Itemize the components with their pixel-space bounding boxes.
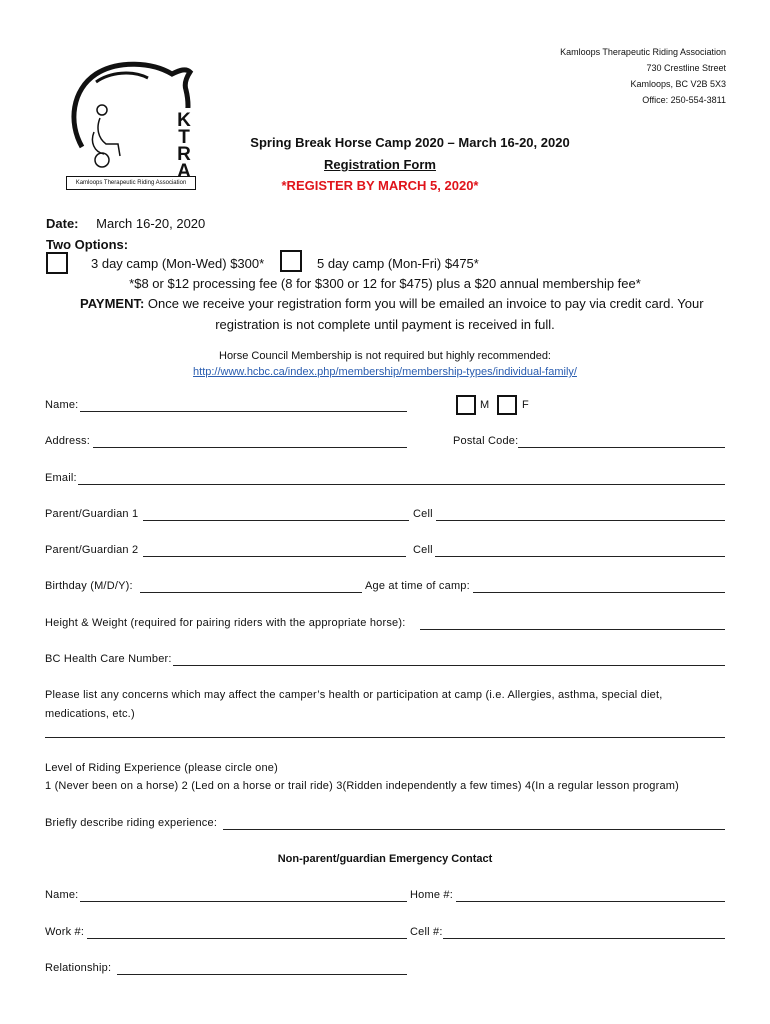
guardian1-input-line[interactable] [143, 520, 409, 521]
emergency-work-input-line[interactable] [87, 938, 407, 939]
riding-describe-input-line[interactable] [223, 829, 725, 830]
emergency-cell-input-line[interactable] [443, 938, 725, 939]
option2-label: 5 day camp (Mon-Fri) $475* [317, 256, 479, 271]
register-deadline: *REGISTER BY MARCH 5, 2020* [281, 178, 479, 193]
age-input-line[interactable] [473, 592, 725, 593]
guardian2-cell-input-line[interactable] [435, 556, 725, 557]
height-weight-input-line[interactable] [420, 629, 725, 630]
form-title: Spring Break Horse Camp 2020 – March 16-20, 2020 [250, 135, 570, 150]
payment-note [80, 296, 704, 311]
height-weight-label: Height & Weight (required for pairing riders with the appropriate horse): [45, 617, 406, 629]
address-line: 730 Crestline Street [646, 63, 726, 73]
female-label: F [522, 399, 529, 411]
date-value: March 16-20, 2020 [96, 216, 206, 231]
guardian2-label: Parent/Guardian 2 [45, 544, 139, 556]
emergency-heading: Non-parent/guardian Emergency Contact [277, 853, 493, 865]
address-input-line[interactable] [93, 447, 407, 448]
name-input-line[interactable] [80, 411, 407, 412]
option1-label: 3 day camp (Mon-Wed) $300* [91, 256, 265, 271]
female-checkbox[interactable] [497, 395, 517, 415]
relationship-label: Relationship: [45, 962, 112, 974]
payment-note-2: registration is not complete until payment is received in full. [215, 317, 555, 332]
male-label: M [480, 399, 490, 411]
name-label: Name: [45, 399, 79, 411]
address-line: Kamloops Therapeutic Riding Association [560, 47, 726, 57]
fee-note: *$8 or $12 processing fee (8 for $300 or 12 for $475) plus a $20 annual membership fee* [129, 276, 641, 291]
option1-checkbox[interactable] [46, 252, 68, 274]
emergency-name-label: Name: [45, 889, 79, 901]
ktra-logo [60, 52, 200, 192]
concerns-input-line[interactable] [45, 737, 725, 738]
email-label: Email: [45, 472, 77, 484]
options-label: Two Options: [46, 237, 129, 252]
emergency-cell-label: Cell #: [410, 926, 443, 938]
form-subtitle: Registration Form [324, 157, 436, 172]
male-checkbox[interactable] [456, 395, 476, 415]
postal-code-label: Postal Code: [453, 435, 519, 447]
org-address [480, 44, 726, 108]
guardian1-cell-label: Cell [413, 508, 433, 520]
bc-health-label: BC Health Care Number: [45, 653, 172, 665]
payment-text: Once we receive your registration form you will be emailed an invoice to pay via credit card. Your [144, 296, 704, 311]
riding-level-options[interactable]: 1 (Never been on a horse) 2 (Led on a horse or trail ride) 3(Ridden independently a few times) 4(In a regular lesson program) [45, 780, 679, 792]
guardian1-label: Parent/Guardian 1 [45, 508, 139, 520]
email-input-line[interactable] [78, 484, 725, 485]
age-label: Age at time of camp: [365, 580, 470, 592]
address-line: Office: 250-554-3811 [642, 95, 726, 105]
date-row [46, 216, 205, 231]
emergency-name-input-line[interactable] [80, 901, 407, 902]
logo-caption: Kamloops Therapeutic Riding Association [66, 176, 196, 190]
guardian2-input-line[interactable] [143, 556, 406, 557]
membership-note: Horse Council Membership is not required but highly recommended: [219, 350, 551, 362]
guardian2-cell-label: Cell [413, 544, 433, 556]
emergency-home-input-line[interactable] [456, 901, 725, 902]
option2-checkbox[interactable] [280, 250, 302, 272]
concerns-label-2: medications, etc.) [45, 708, 135, 720]
riding-level-label: Level of Riding Experience (please circle one) [45, 762, 278, 774]
payment-label: PAYMENT: [80, 296, 145, 311]
membership-link[interactable]: http://www.hcbc.ca/index.php/membership/membership-types/individual-family/ [193, 366, 577, 378]
date-label: Date: [46, 216, 79, 231]
riding-describe-label: Briefly describe riding experience: [45, 817, 218, 829]
relationship-input-line[interactable] [117, 974, 407, 975]
birthday-input-line[interactable] [140, 592, 362, 593]
emergency-home-label: Home #: [410, 889, 453, 901]
guardian1-cell-input-line[interactable] [436, 520, 725, 521]
address-line: Kamloops, BC V2B 5X3 [630, 79, 726, 89]
bc-health-input-line[interactable] [173, 665, 725, 666]
postal-code-input-line[interactable] [518, 447, 725, 448]
address-label: Address: [45, 435, 91, 447]
concerns-label: Please list any concerns which may affect the camper’s health or participation at camp (i.e. Allergies, asthma, special diet, [45, 689, 663, 701]
emergency-work-label: Work #: [45, 926, 85, 938]
birthday-label: Birthday (M/D/Y): [45, 580, 133, 592]
logo-letters: KTRA [177, 110, 191, 182]
